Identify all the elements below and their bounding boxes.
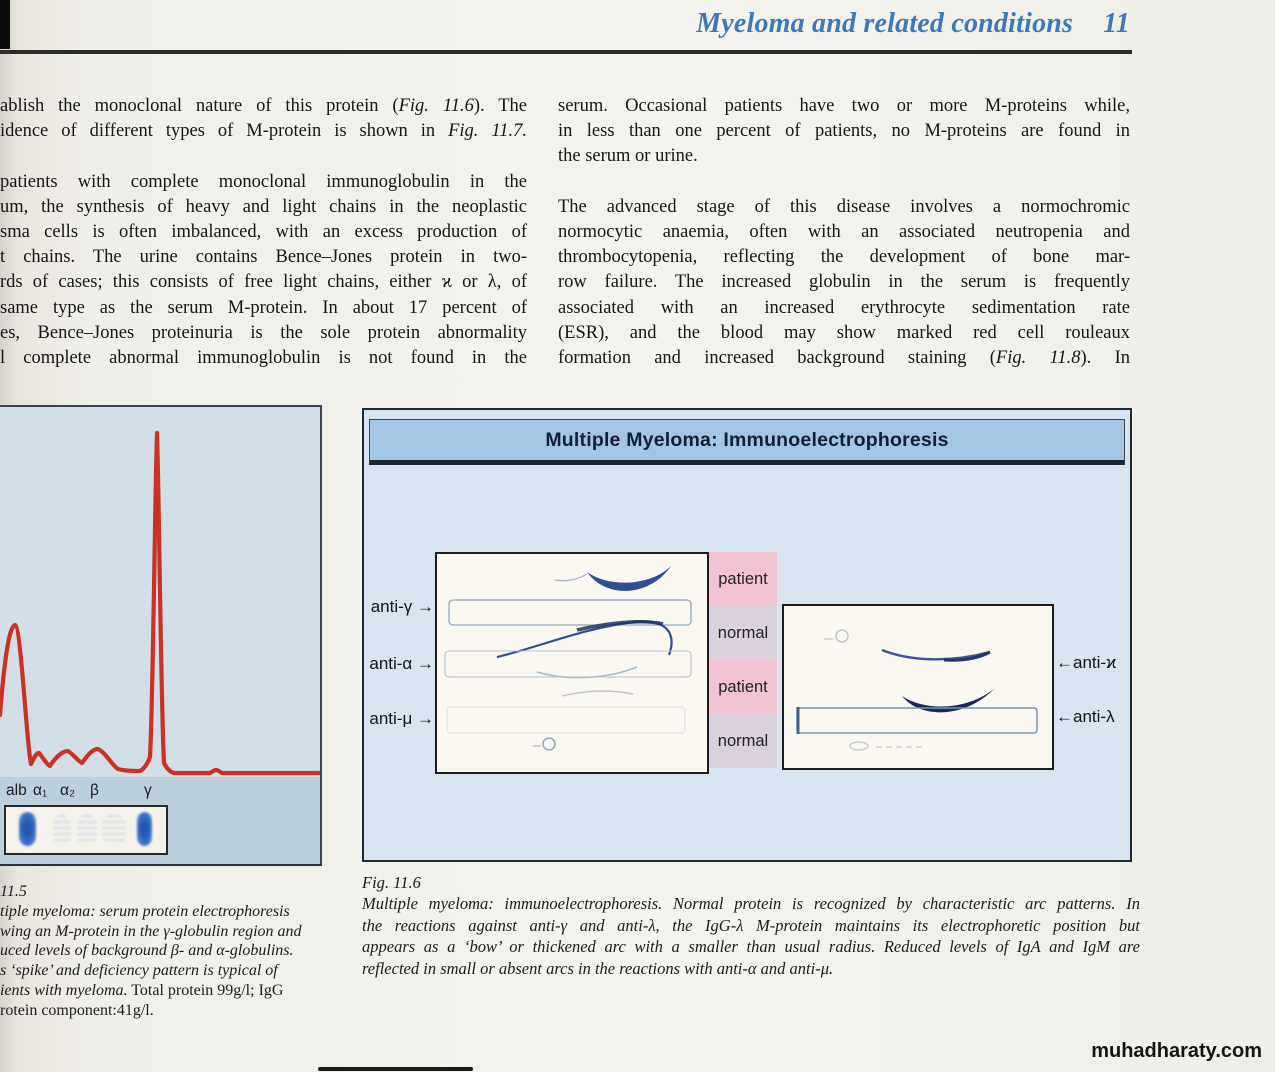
text-line: in less than one percent of patients, no M-proteins are found in xyxy=(558,121,1130,142)
text-line: row failure. The increased globulin in the serum is frequently xyxy=(558,272,1130,293)
text-line: patients with complete monoclonal immunoglobulin in the xyxy=(0,171,527,192)
antigen-well xyxy=(543,738,555,750)
text-line: sma cells is often imbalanced, with an excess production of xyxy=(0,222,527,243)
arrow-left-icon: ← xyxy=(1056,653,1073,672)
label-anti-kappa: ←anti-ϰ xyxy=(1056,653,1117,672)
axis-label-beta: β xyxy=(90,782,99,799)
small-alpha-arc xyxy=(562,691,633,696)
header-rule xyxy=(0,50,1132,54)
text-line xyxy=(0,144,527,169)
text-line: the serum or urine. xyxy=(558,146,698,167)
fig-11-6-caption xyxy=(362,872,1140,979)
antigen-well xyxy=(836,630,848,642)
caption-figure-number: Fig. 11.6 xyxy=(362,873,421,892)
text-line: rotein component:41g/l. xyxy=(0,1001,154,1019)
gel-label-strip xyxy=(0,777,320,864)
text-line: associated with an increased erythrocyte sedimentation rate xyxy=(558,297,1130,318)
text-line: formation and increased background staining (Fig. 11.8). In xyxy=(558,348,1130,369)
electrophoresis-trace-chart xyxy=(0,407,320,777)
text-line: ablish the monoclonal nature of this protein (Fig. 11.6). The xyxy=(0,96,527,116)
text-line: reflected in small or absent arcs in the reactions with anti-α and anti-μ. xyxy=(362,958,834,978)
page-number: 11 xyxy=(1103,8,1130,39)
label-anti-mu: anti-μ → xyxy=(369,709,434,728)
axis-label-gamma: γ xyxy=(144,782,152,799)
left-text-column xyxy=(0,94,527,371)
text-line: Multiple myeloma: immunoelectrophoresis. Normal protein is recognized by characteristic arc patterns. In xyxy=(362,894,1140,914)
text-line: s ‘spike’ and deficiency pattern is typical of xyxy=(0,962,278,980)
left-plate-arcs xyxy=(437,554,703,768)
text-line xyxy=(558,170,1130,195)
right-text-column xyxy=(558,94,1130,371)
text-line: ients with myeloma. Total protein 99g/l; IgG xyxy=(0,981,284,999)
label-anti-gamma: anti-γ → xyxy=(370,597,434,616)
text-line: thrombocytopenia, reflecting the development of bone mar- xyxy=(558,247,1130,268)
anti-lambda-trough xyxy=(797,708,1037,733)
fig-11-5-caption xyxy=(0,882,330,1021)
scan-edge-artifact-bottom xyxy=(318,1067,473,1071)
gel-band-gamma xyxy=(137,812,152,846)
text-line: the reactions against anti-γ and anti-λ, the IgG-λ M-protein maintains its electrophoretic position but xyxy=(362,915,1140,935)
lane-label-normal-2: normal xyxy=(709,714,777,768)
text-line: uced levels of background β- and α-globulins. xyxy=(0,942,294,960)
text-line: tiple myeloma: serum protein electrophoresis xyxy=(0,902,290,920)
axis-label-alb: alb xyxy=(6,782,27,799)
text-line: idence of different types of M-protein is shown in Fig. 11.7. xyxy=(0,121,528,142)
text-line: es, Bence–Jones proteinuria is the sole protein abnormality xyxy=(0,322,527,343)
text-line: serum. Occasional patients have two or more M-proteins while, xyxy=(558,96,1130,116)
text-line: (ESR), and the blood may show marked red cell rouleaux xyxy=(558,322,1130,343)
arrow-right-icon: → xyxy=(417,654,434,673)
label-anti-alpha: anti-α → xyxy=(369,654,434,673)
lane-label-strip xyxy=(709,552,777,768)
right-plate-arcs xyxy=(784,606,1048,764)
lane-label-patient-1: patient xyxy=(709,552,777,606)
page-title: Myeloma and related conditions xyxy=(696,8,1074,39)
text-line: t chains. The urine contains Bence–Jones protein in two- xyxy=(0,247,527,268)
text-line: um, the synthesis of heavy and light chains in the neoplastic xyxy=(0,196,527,217)
gel-band-albumin xyxy=(19,812,36,846)
trace-line xyxy=(0,433,320,773)
arrow-right-icon: → xyxy=(417,709,434,728)
gel-band-alpha1 xyxy=(53,815,71,845)
text-line: wing an M-protein in the γ-globulin region and xyxy=(0,922,302,940)
watermark: muhadharaty.com xyxy=(1091,1040,1262,1062)
fig-11-6-immunoelectrophoresis xyxy=(362,408,1132,862)
antigen-well xyxy=(850,742,868,750)
right-immuno-plate xyxy=(782,604,1054,770)
lane-label-normal-1: normal xyxy=(709,606,777,660)
anti-alpha-trough xyxy=(445,651,691,677)
text-line: appears as a ‘bow’ or thickened arc with a smaller than usual radius. Reduced levels of IgA and IgM are xyxy=(362,937,1140,957)
gel-band-alpha2 xyxy=(77,815,97,845)
text-line: The advanced stage of this disease involves a normochromic xyxy=(558,196,1130,217)
text-line: same type as the serum M-protein. In about 17 percent of xyxy=(0,297,527,318)
gel-strip-image xyxy=(4,805,168,855)
text-line: rds of cases; this consists of free light chains, either ϰ or λ, of xyxy=(0,272,527,293)
page-header xyxy=(0,8,1130,40)
label-anti-lambda: ←anti-λ xyxy=(1056,707,1115,726)
arrow-right-icon: → xyxy=(417,597,434,616)
lane-label-patient-2: patient xyxy=(709,660,777,714)
axis-label-alpha1: α₁ xyxy=(33,782,48,799)
anti-mu-trough xyxy=(447,707,685,733)
patient-gamma-bow-arc xyxy=(587,566,671,591)
text-line: 11.5 xyxy=(0,883,27,900)
arrow-left-icon: ← xyxy=(1056,707,1073,726)
axis-label-alpha2: α₂ xyxy=(60,782,75,799)
figure-title: Multiple Myeloma: Immunoelectrophoresis xyxy=(369,419,1125,465)
gel-band-beta xyxy=(102,815,126,845)
text-line: l complete abnormal immunoglobulin is not found in the xyxy=(0,348,527,369)
left-immuno-plate xyxy=(435,552,709,774)
text-line: normocytic anaemia, often with an associated neutropenia and xyxy=(558,222,1130,243)
fig-11-5-electrophoresis-panel xyxy=(0,405,322,866)
